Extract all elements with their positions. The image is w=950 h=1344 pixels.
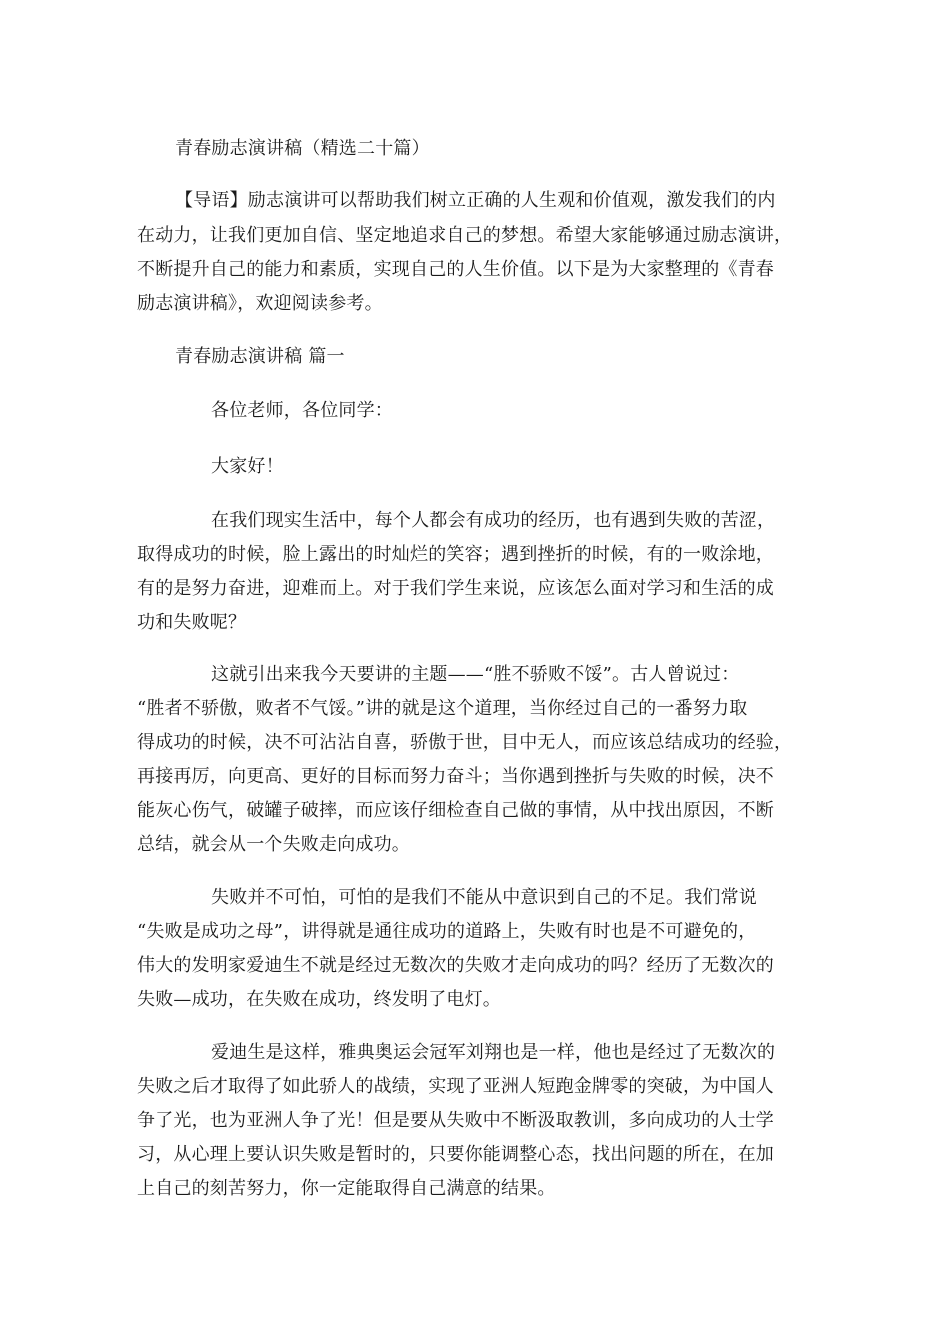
paragraph-4-line-2: 失败之后才取得了如此骄人的战绩，实现了亚洲人短跑金牌零的突破，为中国人: [137, 1076, 774, 1097]
intro-line-4: 励志演讲稿》，欢迎阅读参考。: [137, 293, 383, 314]
paragraph-1-line-2: 取得成功的时候，脸上露出的时灿烂的笑容；遇到挫折的时候，有的一败涂地，: [137, 544, 774, 565]
paragraph-2-line-4: 再接再厉，向更高、更好的目标而努力奋斗；当你遇到挫折与失败的时候，决不: [137, 766, 774, 787]
paragraph-3-line-1: 失败并不可怕，可怕的是我们不能从中意识到自己的不足。我们常说: [211, 887, 757, 908]
paragraph-4-line-4: 习，从心理上要认识失败是暂时的，只要你能调整心态，找出问题的所在，在加: [137, 1144, 774, 1165]
paragraph-2-line-1: 这就引出来我今天要讲的主题——“胜不骄败不馁”。古人曾说过：: [211, 664, 740, 685]
paragraph-1-line-1: 在我们现实生活中，每个人都会有成功的经历，也有遇到失败的苦涩，: [211, 510, 776, 531]
intro-line-3: 不断提升自己的能力和素质，实现自己的人生价值。以下是为大家整理的《青春: [137, 259, 774, 280]
paragraph-2-line-6: 总结，就会从一个失败走向成功。: [137, 834, 410, 855]
section-heading: 青春励志演讲稿 篇一: [175, 346, 345, 367]
paragraph-3-line-2: “失败是成功之母”，讲得就是通往成功的道路上，失败有时也是不可避免的，: [137, 921, 757, 942]
paragraph-2-line-2: “胜者不骄傲，败者不气馁。”讲的就是这个道理，当你经过自己的一番努力取: [137, 698, 748, 719]
paragraph-4-line-3: 争了光，也为亚洲人争了光！但是要从失败中不断汲取教训，多向成功的人士学: [137, 1110, 774, 1131]
paragraph-4-line-5: 上自己的刻苦努力，你一定能取得自己满意的结果。: [137, 1178, 556, 1199]
salutation: 各位老师，各位同学：: [211, 400, 393, 421]
paragraph-1-line-4: 功和失败呢？: [137, 612, 247, 633]
paragraph-3-line-3: 伟大的发明家爱迪生不就是经过无数次的失败才走向成功的吗？经历了无数次的: [137, 955, 774, 976]
intro-line-2: 在动力，让我们更加自信、坚定地追求自己的梦想。希望大家能够通过励志演讲，: [137, 225, 793, 246]
paragraph-3-line-4: 失败—成功，在失败在成功，终发明了电灯。: [137, 989, 501, 1010]
document-title: 青春励志演讲稿（精选二十篇）: [175, 138, 430, 159]
paragraph-2-line-3: 得成功的时候，决不可沾沾自喜，骄傲于世，目中无人，而应该总结成功的经验，: [137, 732, 793, 753]
intro-line-1: 【导语】励志演讲可以帮助我们树立正确的人生观和价值观，激发我们的内: [175, 190, 776, 211]
paragraph-1-line-3: 有的是努力奋进，迎难而上。对于我们学生来说，应该怎么面对学习和生活的成: [137, 578, 774, 599]
paragraph-4-line-1: 爱迪生是这样，雅典奥运会冠军刘翔也是一样，他也是经过了无数次的: [211, 1042, 776, 1063]
greeting: 大家好！: [211, 456, 284, 477]
paragraph-2-line-5: 能灰心伤气，破罐子破摔，而应该仔细检查自己做的事情，从中找出原因，不断: [137, 800, 774, 821]
